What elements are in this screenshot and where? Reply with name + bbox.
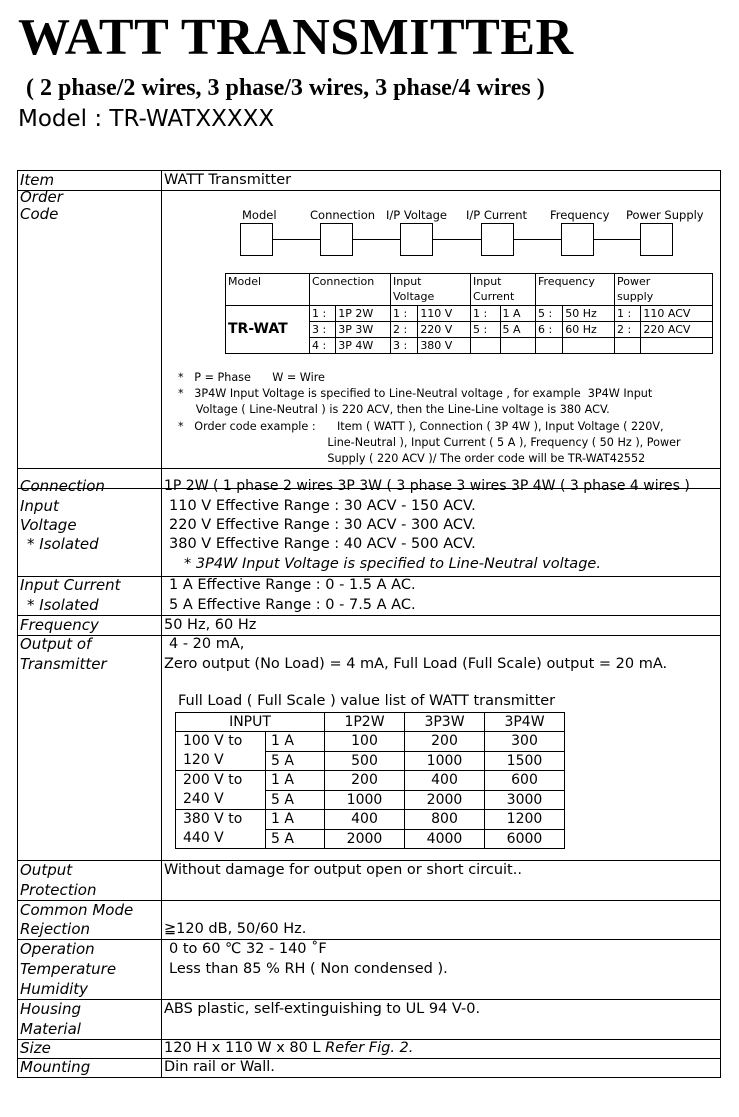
oc-cell: 1P 2W <box>336 306 391 322</box>
row-divider <box>18 635 720 636</box>
oc-header-voltage-1: Input <box>393 275 422 288</box>
oc-cell: 5 : <box>471 322 501 338</box>
housing-value: ABS plastic, self-extinguishing to UL 94 V-0. <box>164 1001 481 1017</box>
diagram-label: Power Supply <box>626 208 704 222</box>
connector-line <box>594 239 640 240</box>
fl-value: 300 <box>485 732 565 752</box>
code-box-power <box>640 223 673 256</box>
oc-cell: 1 A <box>500 306 535 322</box>
diagram-label: I/P Voltage <box>386 208 447 222</box>
full-load-title: Full Load ( Full Scale ) value list of WATT transmitter <box>178 693 556 709</box>
current-range: 1 A Effective Range : 0 - 1.5 A AC. <box>169 577 416 593</box>
note-line: Supply ( 220 ACV )/ The order code will be TR-WAT42552 <box>178 452 646 466</box>
size-value <box>164 1039 413 1059</box>
oc-cell <box>471 338 501 354</box>
protection-label: Output <box>20 861 73 879</box>
oc-cell: 1 : <box>310 306 336 322</box>
oc-cell: 1 : <box>615 306 641 322</box>
housing-label: Housing <box>20 1000 81 1018</box>
code-box-connection <box>320 223 353 256</box>
oc-cell: 3 : <box>310 322 336 338</box>
item-value: WATT Transmitter <box>164 172 292 188</box>
code-box-voltage <box>400 223 433 256</box>
connection-value: 1P 2W ( 1 phase 2 wires 3P 3W ( 3 phase 3 wires 3P 4W ( 3 phase 4 wires ) <box>164 478 690 494</box>
fl-voltage-range <box>176 810 266 849</box>
note-line: * P = Phase W = Wire <box>178 371 325 384</box>
oc-header-voltage-2: Voltage <box>393 290 435 303</box>
mounting-value: Din rail or Wall. <box>164 1059 275 1075</box>
oc-cell <box>641 338 713 354</box>
fl-value: 800 <box>405 810 485 830</box>
connection-label: Connection <box>20 477 105 495</box>
oc-header-power-1: Power <box>617 275 651 288</box>
fl-header: 1P2W <box>325 713 405 732</box>
oc-cell: 2 : <box>615 322 641 338</box>
fl-current: 5 A <box>266 790 325 810</box>
order-code-label: Code <box>20 205 59 223</box>
oc-cell: 60 Hz <box>563 322 615 338</box>
oc-header-voltage <box>391 274 471 306</box>
fl-voltage-to: 120 V <box>183 752 224 768</box>
voltage-note: * 3P4W Input Voltage is specified to Line-Neutral voltage. <box>184 556 601 572</box>
connector-line <box>273 239 320 240</box>
row-divider <box>18 468 720 469</box>
isolated-note: * Isolated <box>27 535 99 553</box>
fl-voltage-to: 440 V <box>183 830 224 846</box>
voltage-range: 220 V Effective Range : 30 ACV - 300 ACV. <box>169 517 476 533</box>
voltage-range: 380 V Effective Range : 40 ACV - 500 ACV. <box>169 536 476 552</box>
fl-header: 3P3W <box>405 713 485 732</box>
oc-cell <box>563 338 615 354</box>
voltage-range: 110 V Effective Range : 30 ACV - 150 ACV. <box>169 498 476 514</box>
full-load-table <box>175 712 565 849</box>
oc-cell: 220 ACV <box>641 322 713 338</box>
temperature-value: 0 to 60 ℃ 32 - 140 ˚F <box>169 941 327 957</box>
cmr-value: ≧120 dB, 50/60 Hz. <box>164 921 307 937</box>
fl-current: 5 A <box>266 751 325 771</box>
oc-cell: 380 V <box>418 338 471 354</box>
operation-label: Operation <box>20 940 95 958</box>
fl-value: 1000 <box>325 790 405 810</box>
fl-value: 600 <box>485 771 565 791</box>
oc-cell: 1 : <box>471 306 501 322</box>
operation-label: Humidity <box>20 980 89 998</box>
size-dimensions: 120 H x 110 W x 80 L <box>164 1040 321 1056</box>
oc-header-connection: Connection <box>310 274 391 306</box>
fl-value: 2000 <box>325 829 405 849</box>
cmr-label: Common Mode <box>20 901 134 919</box>
oc-cell: 3P 3W <box>336 322 391 338</box>
order-code-notes <box>178 370 681 467</box>
output-label: Output of <box>20 635 92 653</box>
isolated-note: * Isolated <box>27 596 99 614</box>
model-code: TR-WAT <box>226 306 310 354</box>
fl-voltage-from: 100 V to <box>183 733 243 749</box>
size-reference: Refer Fig. 2. <box>325 1040 414 1056</box>
fl-value: 400 <box>405 771 485 791</box>
note-line: Voltage ( Line-Neutral ) is 220 ACV, then the Line-Line voltage is 380 ACV. <box>178 403 610 417</box>
frequency-label: Frequency <box>20 616 99 634</box>
operation-label: Temperature <box>20 960 117 978</box>
oc-cell <box>615 338 641 354</box>
fl-value: 400 <box>325 810 405 830</box>
humidity-value: Less than 85 % RH ( Non condensed ). <box>169 961 448 977</box>
fl-voltage-range <box>176 732 266 771</box>
input-current-label: Input Current <box>20 576 121 594</box>
housing-label: Material <box>20 1020 81 1038</box>
code-box-model <box>240 223 273 256</box>
fl-voltage-from: 380 V to <box>183 811 243 827</box>
row-divider <box>18 939 720 940</box>
oc-cell: 1 : <box>391 306 418 322</box>
order-code-table <box>225 273 713 354</box>
protection-label: Protection <box>20 881 97 899</box>
fl-current: 5 A <box>266 829 325 849</box>
fl-value: 1500 <box>485 751 565 771</box>
note-line: * Order code example : Item ( WATT ), Connection ( 3P 4W ), Input Voltage ( 220V, <box>178 419 664 433</box>
fl-value: 200 <box>325 771 405 791</box>
fl-voltage-range <box>176 771 266 810</box>
fl-value: 1200 <box>485 810 565 830</box>
oc-cell: 5 : <box>536 306 563 322</box>
fl-current: 1 A <box>266 771 325 791</box>
oc-cell: 4 : <box>310 338 336 354</box>
page-title: WATT TRANSMITTER <box>18 9 574 66</box>
connector-line <box>514 239 561 240</box>
oc-header-model: Model <box>226 274 310 306</box>
oc-header-power-2: supply <box>617 290 654 303</box>
fl-header: 3P4W <box>485 713 565 732</box>
oc-header-current-2: Current <box>473 290 515 303</box>
fl-current: 1 A <box>266 732 325 752</box>
model-number: Model : TR-WATXXXXX <box>18 106 275 132</box>
output-value: 4 - 20 mA, <box>169 636 245 652</box>
code-box-frequency <box>561 223 594 256</box>
oc-cell <box>536 338 563 354</box>
fl-value: 200 <box>405 732 485 752</box>
oc-cell: 110 ACV <box>641 306 713 322</box>
oc-cell: 5 A <box>500 322 535 338</box>
output-value: Zero output (No Load) = 4 mA, Full Load (Full Scale) output = 20 mA. <box>164 656 668 672</box>
oc-header-current <box>471 274 536 306</box>
oc-header-power <box>615 274 713 306</box>
spec-column-divider <box>161 171 162 1077</box>
oc-cell: 50 Hz <box>563 306 615 322</box>
row-divider <box>18 190 720 191</box>
diagram-label: Model <box>242 208 277 222</box>
fl-header: INPUT <box>176 713 325 732</box>
code-box-current <box>481 223 514 256</box>
fl-value: 500 <box>325 751 405 771</box>
diagram-label: Frequency <box>550 208 610 222</box>
oc-header-frequency: Frequency <box>536 274 615 306</box>
order-code-label: Order <box>20 188 63 206</box>
fl-voltage-to: 240 V <box>183 791 224 807</box>
frequency-value: 50 Hz, 60 Hz <box>164 617 257 633</box>
input-voltage-label: Input <box>20 497 59 515</box>
note-line: * 3P4W Input Voltage is specified to Line-Neutral voltage , for example 3P4W Input <box>178 387 653 401</box>
fl-value: 4000 <box>405 829 485 849</box>
cmr-label: Rejection <box>20 920 91 938</box>
note-line: Line-Neutral ), Input Current ( 5 A ), Frequency ( 50 Hz ), Power <box>178 435 681 449</box>
fl-value: 100 <box>325 732 405 752</box>
fl-current: 1 A <box>266 810 325 830</box>
current-range: 5 A Effective Range : 0 - 7.5 A AC. <box>169 597 416 613</box>
oc-cell: 110 V <box>418 306 471 322</box>
fl-value: 3000 <box>485 790 565 810</box>
input-voltage-label: Voltage <box>20 516 77 534</box>
oc-cell: 3 : <box>391 338 418 354</box>
mounting-label: Mounting <box>20 1058 91 1076</box>
oc-cell: 220 V <box>418 322 471 338</box>
oc-cell: 6 : <box>536 322 563 338</box>
connector-line <box>353 239 400 240</box>
diagram-label: I/P Current <box>466 208 528 222</box>
diagram-label: Connection <box>310 208 376 222</box>
fl-voltage-from: 200 V to <box>183 772 243 788</box>
protection-value: Without damage for output open or short circuit.. <box>164 862 522 878</box>
connector-line <box>433 239 481 240</box>
oc-cell: 3P 4W <box>336 338 391 354</box>
fl-value: 1000 <box>405 751 485 771</box>
size-label: Size <box>20 1039 51 1057</box>
output-label: Transmitter <box>20 655 107 673</box>
oc-cell: 2 : <box>391 322 418 338</box>
item-label: Item <box>20 171 55 189</box>
oc-cell <box>500 338 535 354</box>
page-subtitle: ( 2 phase/2 wires, 3 phase/3 wires, 3 phase/4 wires ) <box>26 75 545 101</box>
fl-value: 2000 <box>405 790 485 810</box>
oc-header-current-1: Input <box>473 275 502 288</box>
fl-value: 6000 <box>485 829 565 849</box>
